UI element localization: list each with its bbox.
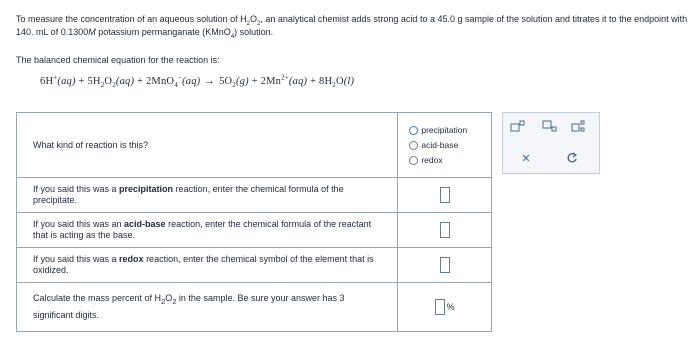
problem-statement: To measure the concentration of an aqueous solution of $H_2O_2$, an analytical chemist adds strong acid to a 45.0 g sample of the solution and titrates it to the endpoint with 140. mL of 0.1300M potassium permanganate (KMnO$_4$) solution. — [16, 14, 688, 40]
radio-option-precipitation[interactable]: precipitation — [409, 123, 490, 138]
radio-button[interactable] — [409, 126, 418, 135]
radio-button[interactable] — [409, 156, 418, 165]
question-row-oxidized — [17, 248, 492, 283]
precipitate-formula-input[interactable] — [440, 187, 450, 203]
subscript-icon[interactable] — [541, 119, 559, 133]
question-row-reaction-type — [17, 113, 492, 178]
superscript-subscript-icon[interactable] — [571, 119, 589, 133]
equation-label: The balanced chemical equation for the reaction is: — [16, 55, 220, 65]
answer-toolbar — [502, 112, 600, 174]
question-prompt: If you said this was a precipitation reaction, enter the chemical formula of the precipitate. — [17, 178, 398, 213]
oxidized-element-input[interactable] — [440, 257, 450, 273]
question-row-base — [17, 213, 492, 248]
undo-icon[interactable] — [563, 151, 581, 165]
reaction-type-radio-group — [399, 123, 490, 168]
percent-unit: % — [446, 302, 455, 312]
question-row-precipitate — [17, 178, 492, 213]
radio-button[interactable] — [409, 141, 418, 150]
question-prompt: What kind of reaction is this? — [17, 113, 398, 178]
question-table — [16, 112, 492, 332]
balanced-equation: $6H^+(aq) + 5H_2O_2(aq) + 2MnO_4^-(aq) \to 5O_2(g) + 2Mn^{2+}(aq) + 8H_2O(l)$ — [40, 73, 355, 90]
question-prompt: Calculate the mass percent of $H_2O_2$ in the sample. Be sure your answer has 3 significant digits. — [17, 283, 398, 332]
radio-option-redox[interactable]: redox — [409, 153, 490, 168]
reaction-arrow: → — [204, 76, 216, 87]
question-row-mass-percent — [17, 283, 492, 332]
question-prompt: If you said this was a redox reaction, enter the chemical symbol of the element that is oxidized. — [17, 248, 398, 283]
clear-icon[interactable]: ✕ — [521, 152, 531, 165]
radio-option-acid-base[interactable]: acid-base — [409, 138, 490, 153]
question-prompt: If you said this was an acid-base reaction, enter the chemical formula of the reactant that is acting as the base. — [17, 213, 398, 248]
base-formula-input[interactable] — [440, 222, 450, 238]
mass-percent-input[interactable] — [435, 299, 445, 315]
superscript-icon[interactable] — [509, 119, 527, 133]
